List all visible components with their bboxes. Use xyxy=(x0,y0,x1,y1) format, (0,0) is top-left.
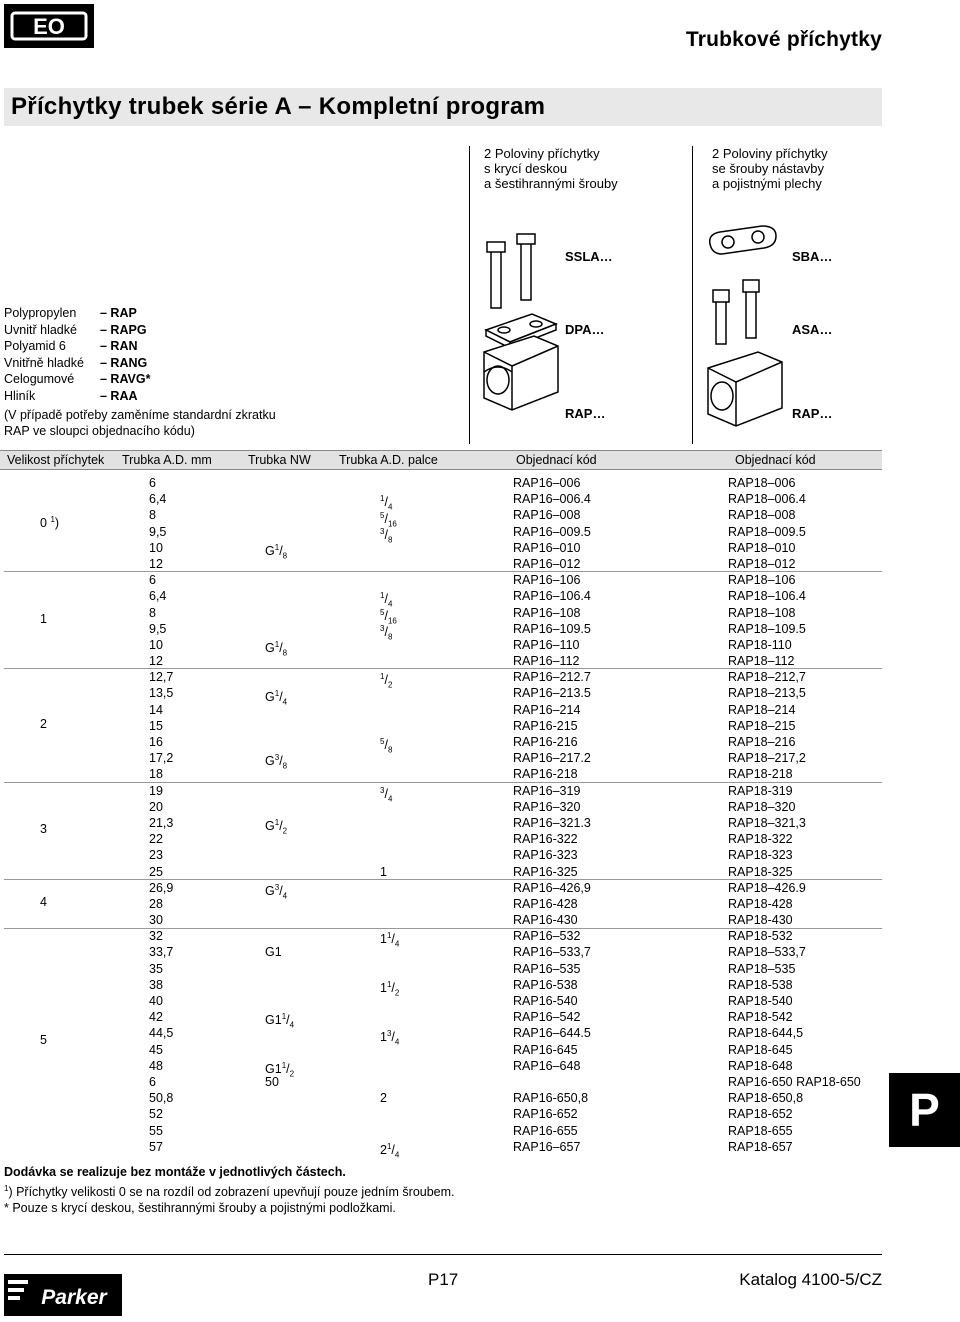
od-mm-cell: 28 xyxy=(149,896,163,911)
order-code-2-cell: RAP18-652 xyxy=(728,1107,793,1122)
table-row xyxy=(0,1073,882,1089)
order-code-2-cell: RAP18–535 xyxy=(728,961,796,976)
order-code-2-cell: RAP18–213,5 xyxy=(728,686,806,701)
table-row xyxy=(0,943,882,959)
nw-cell: $G1^1/_4$ xyxy=(265,1012,295,1030)
material-code: – RANG xyxy=(100,355,148,370)
table-row xyxy=(0,555,882,571)
size-table xyxy=(0,474,882,1160)
od-mm-cell: 10 xyxy=(149,637,163,652)
table-row xyxy=(0,636,882,658)
note-asterisk: * Pouze s krycí deskou, šestihrannými šrouby a pojistnými podložkami. xyxy=(4,1201,396,1216)
table-row xyxy=(0,490,882,512)
order-code-2-cell: RAP18–216 xyxy=(728,735,796,749)
order-code-2-cell: RAP18–426.9 xyxy=(728,880,806,895)
column-1-line-1: 2 Poloviny příchytky xyxy=(484,146,600,161)
od-mm-cell: 19 xyxy=(149,783,163,798)
od-mm-cell: 35 xyxy=(149,961,163,976)
order-code-1-cell: RAP16-652 xyxy=(513,1107,578,1122)
od-mm-cell: 55 xyxy=(149,1123,163,1138)
nw-cell: 50 xyxy=(265,1074,279,1089)
od-mm-cell: 14 xyxy=(149,702,163,717)
od-mm-cell: 25 xyxy=(149,864,163,879)
order-code-1-cell: RAP16–006.4 xyxy=(513,492,591,507)
order-code-1-cell: RAP16–532 xyxy=(513,929,581,944)
code-rap-col2: RAP… xyxy=(792,406,833,421)
table-row xyxy=(0,474,882,490)
catalog-number: Katalog 4100-5/CZ xyxy=(739,1270,882,1289)
order-code-1-cell: RAP16–109.5 xyxy=(513,621,591,636)
table-row xyxy=(0,765,882,781)
order-code-1-cell: RAP16–217.2 xyxy=(513,751,591,766)
od-mm-cell: 16 xyxy=(149,735,163,749)
order-code-1-cell: RAP16-430 xyxy=(513,913,578,928)
od-mm-cell: 32 xyxy=(149,929,163,944)
note-footnote xyxy=(4,1181,455,1201)
table-row xyxy=(0,911,882,927)
od-mm-cell: 8 xyxy=(149,605,156,620)
table-row xyxy=(0,1057,882,1079)
order-code-2-cell: RAP18–009.5 xyxy=(728,524,806,539)
order-code-2-cell: RAP18-218 xyxy=(728,767,793,782)
od-inch-cell: $^1/_2$ xyxy=(380,672,393,690)
order-code-2-cell: RAP18-110 xyxy=(728,637,792,652)
od-mm-cell: 6 xyxy=(149,476,156,490)
od-mm-cell: 8 xyxy=(149,508,156,523)
nw-cell: $G^3/_8$ xyxy=(265,753,288,771)
od-mm-cell: 6 xyxy=(149,573,156,588)
table-row xyxy=(0,539,882,561)
group-separator xyxy=(4,668,882,669)
size-group-label: 0 $^1$) xyxy=(40,514,60,530)
order-code-2-cell: RAP18–321,3 xyxy=(728,815,806,830)
material-note-line-2: RAP ve sloupci objednacího kódu) xyxy=(4,424,195,438)
order-code-2-cell: RAP18–109.5 xyxy=(728,621,806,636)
header-nw: Trubka NW xyxy=(248,453,311,467)
group-separator xyxy=(4,571,882,572)
table-row xyxy=(0,604,882,626)
column-2-line-2: se šrouby nástavby xyxy=(712,161,825,176)
table-row xyxy=(0,749,882,771)
order-code-2-cell: RAP18–212,7 xyxy=(728,670,806,685)
page-number: P17 xyxy=(428,1270,459,1289)
table-row xyxy=(0,830,882,846)
order-code-2-cell: RAP18-540 xyxy=(728,994,793,1008)
section-tab-p: P xyxy=(889,1073,960,1147)
nw-cell: $G^3/_4$ xyxy=(265,882,288,901)
order-code-1-cell: RAP16-650,8 xyxy=(513,1091,589,1106)
order-code-1-cell: RAP16–108 xyxy=(513,605,581,620)
header-order-code-2: Objednací kód xyxy=(735,453,816,467)
section-title: Příchytky trubek série A – Kompletní program xyxy=(11,93,546,120)
order-code-1-cell: RAP16–320 xyxy=(513,799,581,814)
order-code-1-cell: RAP16-216 xyxy=(513,735,578,749)
column-2-line-3: a pojistnými plechy xyxy=(712,176,822,191)
order-code-1-cell: RAP16–533,7 xyxy=(513,945,591,960)
size-group-label: 4 xyxy=(40,895,47,910)
od-mm-cell: 30 xyxy=(149,913,163,928)
od-inch-cell: $^5/_{16}$ xyxy=(380,510,397,529)
table-row xyxy=(0,798,882,814)
material-note-line-1: (V případě potřeby zaměníme standardní zkratku xyxy=(4,408,276,422)
order-code-1-cell: RAP16–648 xyxy=(513,1058,581,1073)
order-code-2-cell: RAP18–006 xyxy=(728,476,796,490)
table-row xyxy=(0,863,882,879)
order-code-1-cell: RAP16-655 xyxy=(513,1123,578,1138)
column-1-line-2: s krycí deskou xyxy=(484,161,568,176)
table-row xyxy=(0,846,882,862)
order-code-1-cell: RAP16-218 xyxy=(513,767,578,782)
od-mm-cell: 48 xyxy=(149,1058,163,1073)
order-code-1-cell: RAP16–212.7 xyxy=(513,670,591,685)
od-inch-cell: $^3/_4$ xyxy=(380,785,393,804)
od-inch-cell: $1^1/_4$ xyxy=(380,931,400,949)
od-inch-cell: $^1/_4$ xyxy=(380,591,393,609)
table-row xyxy=(0,733,882,755)
group-separator xyxy=(4,879,882,880)
table-row xyxy=(0,1041,882,1057)
order-code-1-cell: RAP16–106.4 xyxy=(513,589,591,604)
od-mm-cell: 52 xyxy=(149,1107,163,1122)
od-mm-cell: 33,7 xyxy=(149,945,174,960)
footnote-text: ) Příchytky velikosti 0 se na rozdíl od zobrazení upevňují pouze jedním šroubem. xyxy=(8,1184,455,1199)
table-row xyxy=(0,506,882,529)
order-code-2-cell: RAP18-657 xyxy=(728,1139,793,1154)
nw-cell: $G^1/_8$ xyxy=(265,639,288,658)
column-2-line-1: 2 Poloviny příchytky xyxy=(712,146,828,161)
table-row xyxy=(0,814,882,836)
table-row xyxy=(0,587,882,609)
order-code-1-cell: RAP16-428 xyxy=(513,896,578,911)
order-code-2-cell: RAP18-532 xyxy=(728,929,793,944)
code-asa: ASA… xyxy=(792,322,833,337)
od-mm-cell: 42 xyxy=(149,1010,163,1025)
ssla-clamp-drawing xyxy=(478,232,562,444)
order-code-2-cell: RAP18–008 xyxy=(728,508,796,523)
order-code-1-cell: RAP16–213.5 xyxy=(513,686,591,701)
od-mm-cell: 15 xyxy=(149,718,163,733)
document-title: Trubkové příchytky xyxy=(685,28,882,51)
nw-cell: $G^1/_8$ xyxy=(265,542,288,561)
table-row xyxy=(0,1024,882,1047)
code-dpa: DPA… xyxy=(565,322,605,337)
order-code-1-cell: RAP16-215 xyxy=(513,718,578,733)
table-row xyxy=(0,927,882,949)
order-code-2-cell: RAP18-655 xyxy=(728,1123,793,1138)
parker-logo xyxy=(4,1274,122,1316)
od-mm-cell: 12 xyxy=(149,654,163,669)
parker-logo-text: Parker xyxy=(41,1286,107,1309)
order-code-2-cell: RAP18-319 xyxy=(728,783,793,798)
od-mm-cell: 10 xyxy=(149,540,163,555)
notes xyxy=(4,1164,455,1217)
order-code-2-cell: RAP18-538 xyxy=(728,977,793,992)
table-row xyxy=(0,1105,882,1121)
group-separator xyxy=(4,782,882,783)
nw-cell: $G^1/_4$ xyxy=(265,688,288,707)
table-row xyxy=(0,960,882,976)
material-name: Uvnitř hladké xyxy=(4,322,77,337)
table-row xyxy=(0,620,882,642)
order-code-1-cell: RAP16–112 xyxy=(513,654,580,669)
order-code-1-cell: RAP16–110 xyxy=(513,637,580,652)
order-code-1-cell: RAP16–006 xyxy=(513,476,581,490)
od-inch-cell: $1^1/_2$ xyxy=(380,979,400,998)
table-row xyxy=(0,571,882,587)
material-name: Hliník xyxy=(4,388,36,403)
order-code-2-cell: RAP18-325 xyxy=(728,864,793,879)
nw-cell: $G^1/_2$ xyxy=(265,817,288,836)
material-name: Vnitřně hladké xyxy=(4,355,84,370)
table-row xyxy=(0,895,882,911)
table-row xyxy=(0,1089,882,1105)
table-row xyxy=(0,782,882,804)
nw-cell: G1 xyxy=(265,945,282,960)
order-code-1-cell: RAP16–009.5 xyxy=(513,524,591,539)
size-group-label: 1 xyxy=(40,611,47,626)
order-code-1-cell: RAP16-540 xyxy=(513,994,578,1008)
table-row xyxy=(0,1122,882,1138)
od-mm-cell: 17,2 xyxy=(149,751,174,766)
column-2-heading xyxy=(712,146,828,191)
table-row xyxy=(0,1138,882,1160)
order-code-1-cell: RAP16-323 xyxy=(513,848,578,863)
order-code-2-cell: RAP18–533,7 xyxy=(728,945,806,960)
order-code-1-cell: RAP16-322 xyxy=(513,832,578,847)
table-row xyxy=(0,668,882,690)
od-inch-cell: $^5/_8$ xyxy=(380,737,393,755)
order-code-2-cell: RAP18-650,8 xyxy=(728,1091,804,1106)
order-code-2-cell: RAP18-542 xyxy=(728,1010,793,1025)
column-1-line-3: a šestihrannými šrouby xyxy=(484,176,618,191)
order-code-1-cell: RAP16–426,9 xyxy=(513,880,591,895)
eo-logo-text: EO xyxy=(33,14,65,39)
order-code-2-cell: RAP18–320 xyxy=(728,799,796,814)
footer-rule xyxy=(4,1254,882,1255)
order-code-2-cell: RAP18–106.4 xyxy=(728,589,806,604)
order-code-1-cell: RAP16–542 xyxy=(513,1010,581,1025)
header-od-mm: Trubka A.D. mm xyxy=(122,453,212,467)
od-mm-cell: 9,5 xyxy=(149,524,167,539)
od-mm-cell: 18 xyxy=(149,767,163,782)
order-code-2-cell: RAP18-648 xyxy=(728,1058,793,1073)
od-mm-cell: 44,5 xyxy=(149,1026,174,1041)
header-size: Velikost příchytek xyxy=(7,453,105,467)
material-name: Celogumové xyxy=(4,372,75,386)
order-code-2-cell: RAP18-428 xyxy=(728,896,793,911)
order-code-1-cell: RAP16–319 xyxy=(513,783,581,798)
material-name: Polypropylen xyxy=(4,306,77,320)
order-code-2-cell: RAP16-650 RAP18-650 xyxy=(728,1074,861,1089)
order-code-1-cell: RAP16–012 xyxy=(513,556,581,571)
order-code-1-cell: RAP16–657 xyxy=(513,1139,581,1154)
header-od-inch: Trubka A.D. palce xyxy=(339,453,438,467)
od-mm-cell: 45 xyxy=(149,1042,163,1057)
od-inch-cell: $^3/_8$ xyxy=(380,526,393,545)
order-code-2-cell: RAP18–010 xyxy=(728,540,796,555)
table-row xyxy=(0,1008,882,1030)
od-inch-cell: $^5/_{16}$ xyxy=(380,607,397,626)
order-code-1-cell: RAP16–010 xyxy=(513,540,581,555)
column-divider-2 xyxy=(692,146,693,444)
material-code: – RAVG* xyxy=(100,372,151,386)
od-inch-cell: $^3/_8$ xyxy=(380,623,393,642)
order-code-1-cell: RAP16-645 xyxy=(513,1042,578,1057)
column-1-heading xyxy=(484,146,618,191)
order-code-2-cell: RAP18-322 xyxy=(728,832,793,847)
order-code-2-cell: RAP18–215 xyxy=(728,718,796,733)
table-row xyxy=(0,701,882,717)
od-mm-cell: 20 xyxy=(149,799,163,814)
size-group-label: 2 xyxy=(40,717,47,732)
material-code: – RAPG xyxy=(100,322,147,337)
code-sba: SBA… xyxy=(792,249,833,264)
order-code-2-cell: RAP18–108 xyxy=(728,605,796,620)
material-name: Polyamid 6 xyxy=(4,339,66,353)
order-code-2-cell: RAP18-644,5 xyxy=(728,1026,804,1041)
size-group-label: 3 xyxy=(40,822,47,837)
od-mm-cell: 9,5 xyxy=(149,621,167,636)
column-divider-1 xyxy=(469,146,470,444)
note-delivery: Dodávka se realizuje bez montáže v jednotlivých částech. xyxy=(4,1165,346,1179)
od-inch-cell: 2 xyxy=(380,1091,387,1106)
order-code-1-cell: RAP16–214 xyxy=(513,702,581,717)
group-separator xyxy=(4,928,882,929)
order-code-1-cell: RAP16–644.5 xyxy=(513,1026,591,1041)
order-code-1-cell: RAP16–008 xyxy=(513,508,581,523)
eo-logo xyxy=(4,4,94,48)
material-code: – RAN xyxy=(100,339,138,353)
size-group-label: 5 xyxy=(40,1033,47,1047)
order-code-2-cell: RAP18–112 xyxy=(728,654,795,669)
od-mm-cell: 13,5 xyxy=(149,686,174,701)
od-mm-cell: 50,8 xyxy=(149,1091,174,1106)
nw-cell: $G1^1/_2$ xyxy=(265,1060,295,1079)
order-code-1-cell: RAP16–321.3 xyxy=(513,815,591,830)
od-mm-cell: 26,9 xyxy=(149,880,174,895)
order-code-2-cell: RAP18–217,2 xyxy=(728,751,806,766)
od-mm-cell: 38 xyxy=(149,977,163,992)
order-code-2-cell: RAP18–006.4 xyxy=(728,492,806,507)
od-mm-cell: 22 xyxy=(149,832,163,847)
table-row xyxy=(0,992,882,1008)
header-order-code-1: Objednací kód xyxy=(516,453,597,467)
material-code: – RAA xyxy=(100,388,138,403)
order-code-2-cell: RAP18-323 xyxy=(728,848,793,863)
code-rap-col1: RAP… xyxy=(565,406,606,421)
table-row xyxy=(0,717,882,733)
order-code-1-cell: RAP16-538 xyxy=(513,977,578,992)
order-code-2-cell: RAP18-430 xyxy=(728,913,793,928)
table-row xyxy=(0,976,882,998)
order-code-1-cell: RAP16–535 xyxy=(513,961,581,976)
table-row xyxy=(0,684,882,707)
od-inch-cell: 1 xyxy=(380,864,387,879)
od-inch-cell: $1^3/_4$ xyxy=(380,1028,400,1047)
table-row xyxy=(0,652,882,668)
od-inch-cell: $2^1/_4$ xyxy=(380,1141,400,1160)
od-mm-cell: 21,3 xyxy=(149,815,174,830)
od-inch-cell: $^1/_4$ xyxy=(380,494,393,512)
order-code-2-cell: RAP18–214 xyxy=(728,702,796,717)
material-code: – RAP xyxy=(100,306,137,320)
footnote-mark: 1 xyxy=(4,1183,9,1193)
material-note xyxy=(4,407,276,439)
table-row xyxy=(0,879,882,901)
order-code-2-cell: RAP18–106 xyxy=(728,573,796,588)
order-code-1-cell: RAP16-325 xyxy=(513,864,578,879)
od-mm-cell: 23 xyxy=(149,848,163,863)
od-mm-cell: 6,4 xyxy=(149,492,167,507)
od-mm-cell: 6 xyxy=(149,1074,156,1089)
order-code-1-cell: RAP16–106 xyxy=(513,573,581,588)
od-mm-cell: 6,4 xyxy=(149,589,167,604)
code-ssla: SSLA… xyxy=(565,249,613,264)
order-code-2-cell: RAP18-645 xyxy=(728,1042,793,1057)
table-row xyxy=(0,523,882,545)
od-mm-cell: 40 xyxy=(149,994,163,1008)
od-mm-cell: 12,7 xyxy=(149,670,174,685)
sba-clamp-drawing xyxy=(702,222,788,444)
od-mm-cell: 12 xyxy=(149,556,163,571)
order-code-2-cell: RAP18–012 xyxy=(728,556,796,571)
od-mm-cell: 57 xyxy=(149,1139,163,1154)
